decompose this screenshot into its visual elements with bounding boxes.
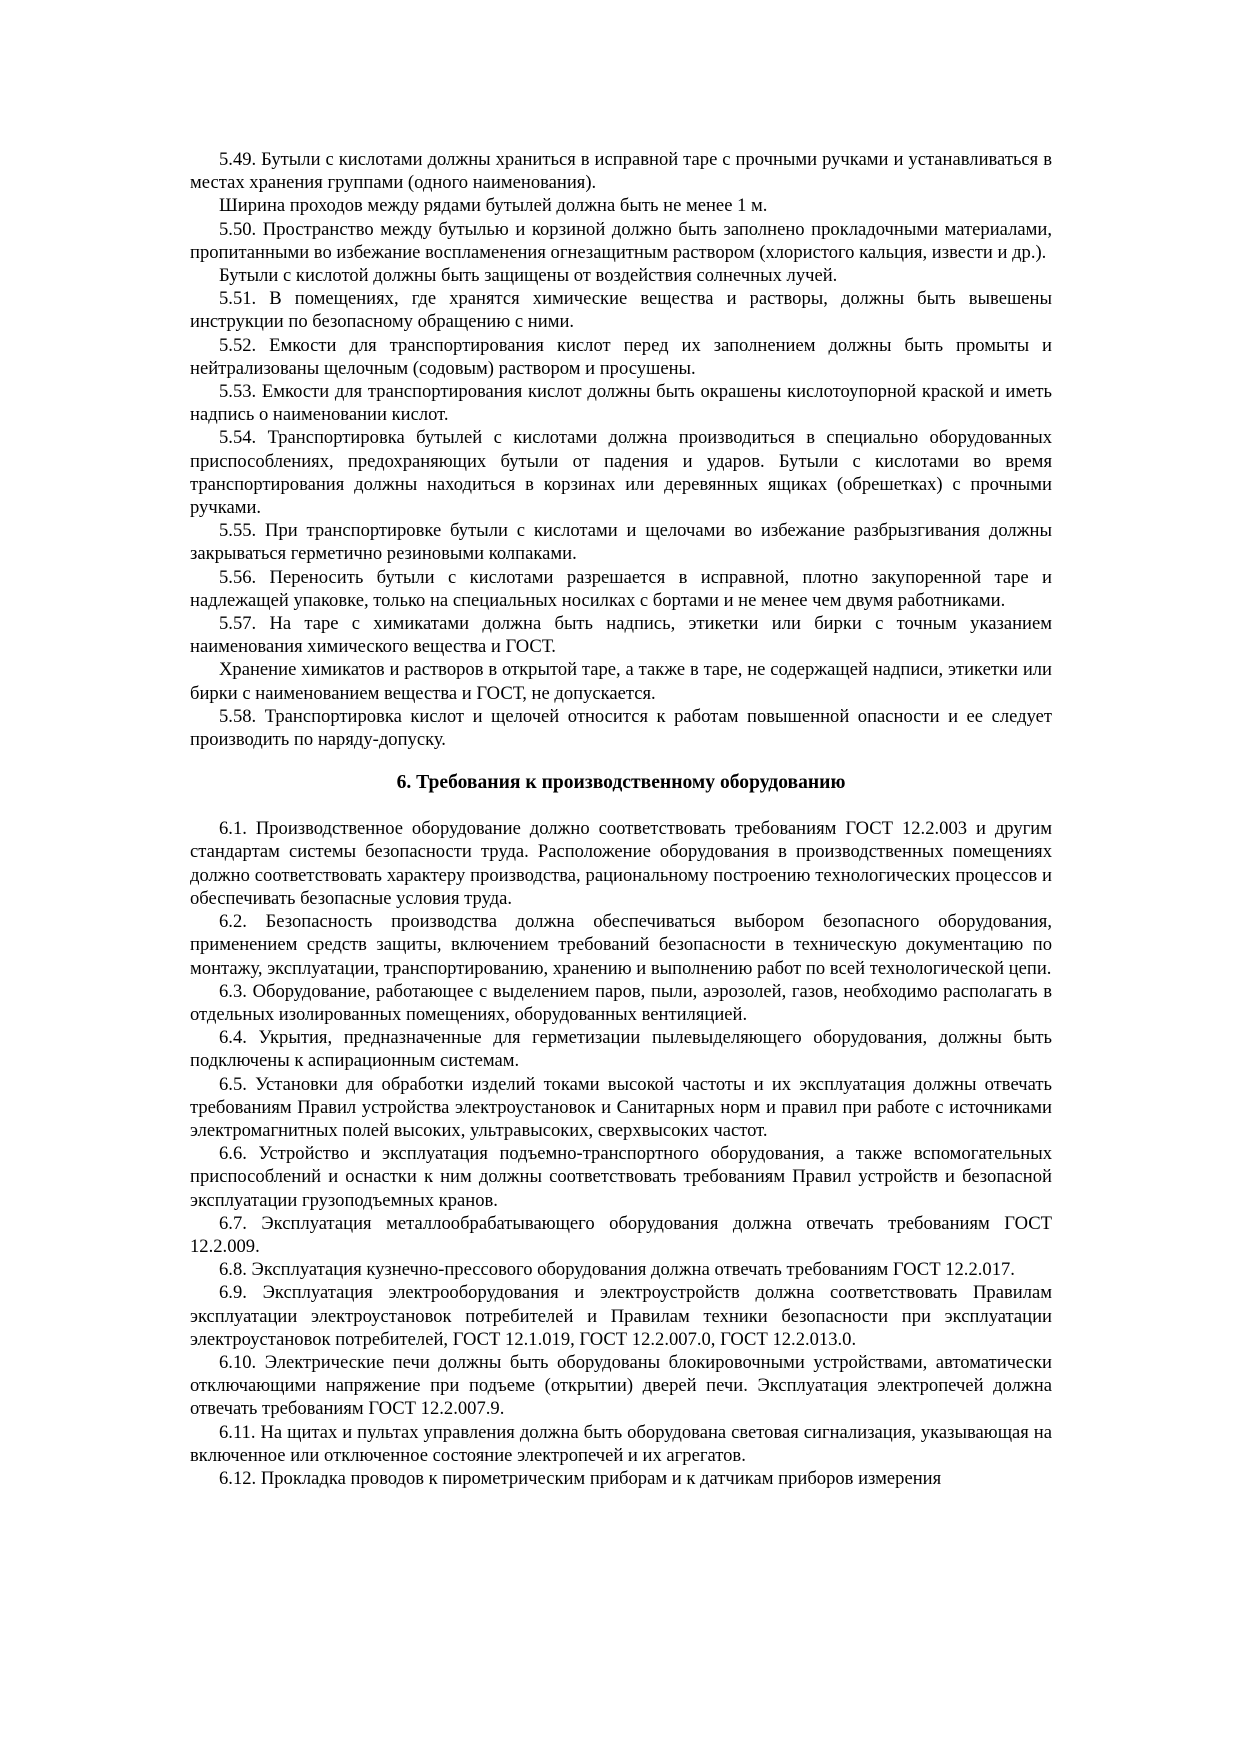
paragraph-6-12: 6.12. Прокладка проводов к пирометрическим приборам и к датчикам приборов измерения bbox=[219, 1467, 942, 1489]
paragraph-sun-protection: Бутыли с кислотой должны быть защищены от воздействия солнечных лучей. bbox=[219, 265, 838, 287]
paragraph-open-container-storage: Хранение химикатов и растворов в открытой таре, а также в таре, не содержащей надписи, этикетки или бирки с наименованием вещества и ГОСТ, не допускается. bbox=[190, 659, 1052, 704]
paragraph-5-52: 5.52. Емкости для транспортирования кислот перед их заполнением должны быть промыты и нейтрализованы щелочным (содовым) раствором и просушены. bbox=[190, 334, 1052, 379]
paragraph-6-11: 6.11. На щитах и пультах управления должна быть оборудована световая сигнализация, указывающая на включенное или отключенное состояние электропечей и их агрегатов. bbox=[190, 1421, 1052, 1466]
section-6-heading: 6. Требования к производственному оборудованию bbox=[396, 772, 846, 794]
paragraph-6-8: 6.8. Эксплуатация кузнечно-прессового оборудования должна отвечать требованиям ГОСТ 12.2.017. bbox=[219, 1259, 1015, 1281]
paragraph-6-2: 6.2. Безопасность производства должна обеспечиваться выбором безопасного оборудования, применением средств защиты, включением требований безопасности в техническую документацию по монтажу, эксплуатации, транспортированию, хранению и выполнению работ по всей технологической цепи. bbox=[190, 911, 1052, 979]
paragraph-5-50: 5.50. Пространство между бутылью и корзиной должно быть заполнено прокладочными материалами, пропитанными во избежание воспламенения огнезащитным раствором (хлористого кальция, извести и др.). bbox=[190, 218, 1052, 263]
paragraph-5-58: 5.58. Транспортировка кислот и щелочей относится к работам повышенной опасности и ее следует производить по наряду-допуску. bbox=[190, 705, 1052, 751]
paragraph-6-5: 6.5. Установки для обработки изделий токами высокой частоты и их эксплуатация должны отвечать требованиям Правил устройства электроустановок и Санитарных норм и правил при работе с источниками электромагнитных полей высоких, ультравысоких, сверхвысоких частот. bbox=[190, 1073, 1052, 1141]
paragraph-6-10: 6.10. Электрические печи должны быть оборудованы блокировочными устройствами, автоматически отключающими напряжение при подъеме (открытии) дверей печи. Эксплуатация электропечей должна отвечать требованиям ГОСТ 12.2.007.9. bbox=[190, 1351, 1052, 1420]
paragraph-5-51: 5.51. В помещениях, где хранятся химические вещества и растворы, должны быть вывешены инструкции по безопасному обращению с ними. bbox=[190, 288, 1052, 333]
document-page bbox=[190, 148, 1052, 1490]
paragraph-5-49: 5.49. Бутыли с кислотами должны храниться в исправной таре с прочными ручками и устанавливаться в местах хранения группами (одного наименования). bbox=[190, 149, 1052, 194]
paragraph-6-7: 6.7. Эксплуатация металлообрабатывающего оборудования должна отвечать требованиям ГОСТ 12.2.009. bbox=[190, 1212, 1052, 1257]
paragraph-6-6: 6.6. Устройство и эксплуатация подъемно-транспортного оборудования, а также вспомогательных приспособлений и оснастки к ним должны соответствовать требованиям Правил устройств и безопасной эксплуатации грузоподъемных кранов. bbox=[190, 1143, 1052, 1211]
paragraph-5-53: 5.53. Емкости для транспортирования кислот должны быть окрашены кислотоупорной краской и иметь надпись о наименовании кислот. bbox=[190, 381, 1052, 426]
paragraph-5-56: 5.56. Переносить бутыли с кислотами разрешается в исправной, плотно закупоренной таре и надлежащей упаковке, только на специальных носилках с бортами и не менее чем двумя работниками. bbox=[190, 566, 1052, 611]
paragraph-aisle-width: Ширина проходов между рядами бутылей должна быть не менее 1 м. bbox=[219, 195, 768, 217]
paragraph-5-55: 5.55. При транспортировке бутыли с кислотами и щелочами во избежание разбрызгивания должны закрываться герметично резиновыми колпаками. bbox=[190, 520, 1052, 565]
paragraph-6-3: 6.3. Оборудование, работающее с выделением паров, пыли, аэрозолей, газов, необходимо располагать в отдельных изолированных помещениях, оборудованных вентиляцией. bbox=[190, 980, 1052, 1025]
paragraph-6-1: 6.1. Производственное оборудование должно соответствовать требованиям ГОСТ 12.2.003 и другим стандартам системы безопасности труда. Расположение оборудования в производственных помещениях должно соответствовать характеру производства, рациональному построению технологических процессов и обеспечивать безопасные условия труда. bbox=[190, 818, 1052, 909]
paragraph-5-54: 5.54. Транспортировка бутылей с кислотами должна производиться в специально оборудованных приспособлениях, предохраняющих бутыли от падения и ударов. Бутыли с кислотами во время транспортирования должны находиться в корзинах или деревянных ящиках (обрешетках) с прочными ручками. bbox=[190, 427, 1052, 519]
paragraph-6-4: 6.4. Укрытия, предназначенные для герметизации пылевыделяющего оборудования, должны быть подключены к аспирационным системам. bbox=[190, 1027, 1052, 1072]
paragraph-6-9: 6.9. Эксплуатация электрооборудования и электроустройств должна соответствовать Правилам эксплуатации электроустановок потребителей и Правилам техники безопасности при эксплуатации электроустановок потребителей, ГОСТ 12.1.019, ГОСТ 12.2.007.0, ГОСТ 12.2.013.0. bbox=[190, 1282, 1052, 1350]
paragraph-5-57: 5.57. На таре с химикатами должна быть надпись, этикетки или бирки с точным указанием наименования химического вещества и ГОСТ. bbox=[190, 613, 1052, 658]
